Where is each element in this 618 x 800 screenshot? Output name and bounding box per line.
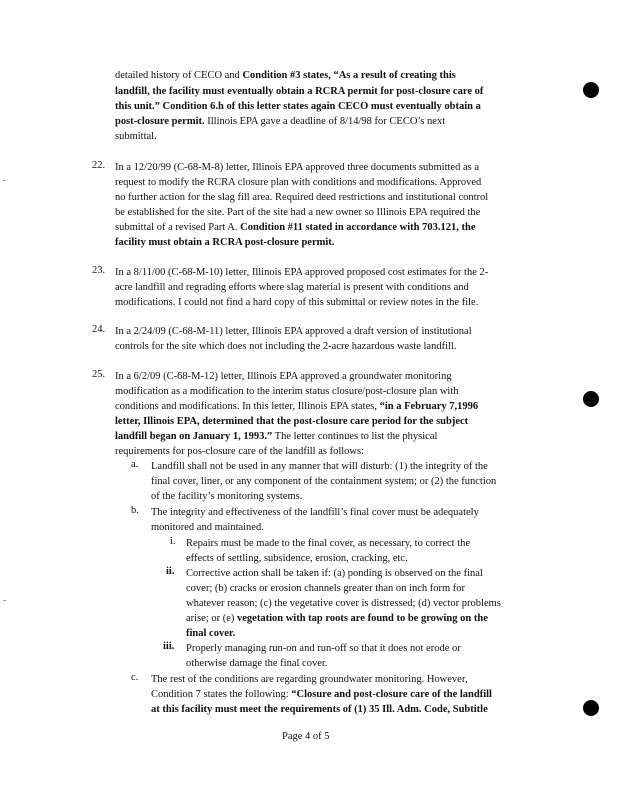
sub-item-label: a. <box>131 459 139 470</box>
item-number: 25. <box>92 369 106 380</box>
punch-hole-marker-top <box>583 82 599 98</box>
scan-mark <box>3 600 6 601</box>
item-number: 24. <box>92 324 106 335</box>
scan-mark <box>3 180 6 181</box>
punch-hole-marker-middle <box>583 391 599 407</box>
page-number: Page 4 of 5 <box>282 731 330 742</box>
sub-sub-item-label: iii. <box>163 641 175 652</box>
item-number: 22. <box>92 160 106 171</box>
punch-hole-marker-bottom <box>583 700 599 716</box>
document-page: detailed history of CECO and Condition #3 states, “As a result of creating this landfill, the facility must eventually obtain a RCRA permit for post-closure care of this unit.” Condition 6.h of this letter states again CECO must eventually obtain a post-closure permit. Illinois EPA gave a deadline of 8/14/98 for CECO’s next submittal. 22. In a 12/20/99 (C-68-M-8) letter, Illinois EPA approved three documents submitted as a request to modify the RCRA closure plan with conditions and modifications. Approved no further action for the slag fill area. Required deed restrictions and institutional control be established for the site. Part of the site had a new owner so Illinois EPA required the submittal of a revised Part A. Condition #11 stated in accordance with 703.121, the facility must obtain a RCRA post-closure permit. 23. In a 8/11/00 (C-68-M-10) letter, Illinois EPA approved proposed cost estimates for the 2- acre landfill and regrading efforts where slag material is present with conditions and modifications. I could not find a hard copy of this submittal or review notes in the file. 24. In a 2/24/09 (C-68-M-11) letter, Illinois EPA approved a draft version of institutional controls for the site which does not including the 2-acre hazardous waste landfill. 25. In a 6/2/09 (C-68-M-12) letter, Illinois EPA approved a groundwater monitoring modification as a modification to the interim status closure/post-closure plan with conditions and modifications. In this letter, Illinois EPA states, “in a February 7,1996 letter, Illinois EPA, determined that the post-closure care period for the subject landfill began on January 1, 1993.” The letter continues to list the physical requirements for pos-closure care of the landfill as follows: a. Landfill shall not be used in any manner that will disturb: (1) the integrity of the final cover, liner, or any component of the containment system; or (2) the function of the facility’s monitoring systems. b. The integrity and effectiveness of the landfill’s final cover must be adequately monitored and maintained. i. Repairs must be made to the final cover, as necessary, to correct the effects of settling, subsidence, erosion, cracking, etc. ii. Corrective action shall be taken if: (a) ponding is observed on the final cover; (b) cracks or erosion channels greater than on inch form for whatever reason; (c) the vegetative cover is distressed; (d) vector problems arise; or (e) vegetation with tap roots are found to be growing on the final cover. iii. Properly managing run-on and run-off so that it does not erode or otherwise damage the final cover. c. The rest of the conditions are regarding groundwater monitoring. However, Condition 7 states the following: “Closure and post-closure care of the landfill at this facility must meet the requirements of (1) 35 Ill. Adm. Code, Subtitle Page 4 of 5 <box>0 0 618 800</box>
sub-item-label: b. <box>131 505 139 516</box>
item-number: 23. <box>92 265 106 276</box>
sub-sub-item-label: i. <box>170 536 176 547</box>
sub-item-label: c. <box>131 672 139 683</box>
sub-sub-item-label: ii. <box>166 566 175 577</box>
